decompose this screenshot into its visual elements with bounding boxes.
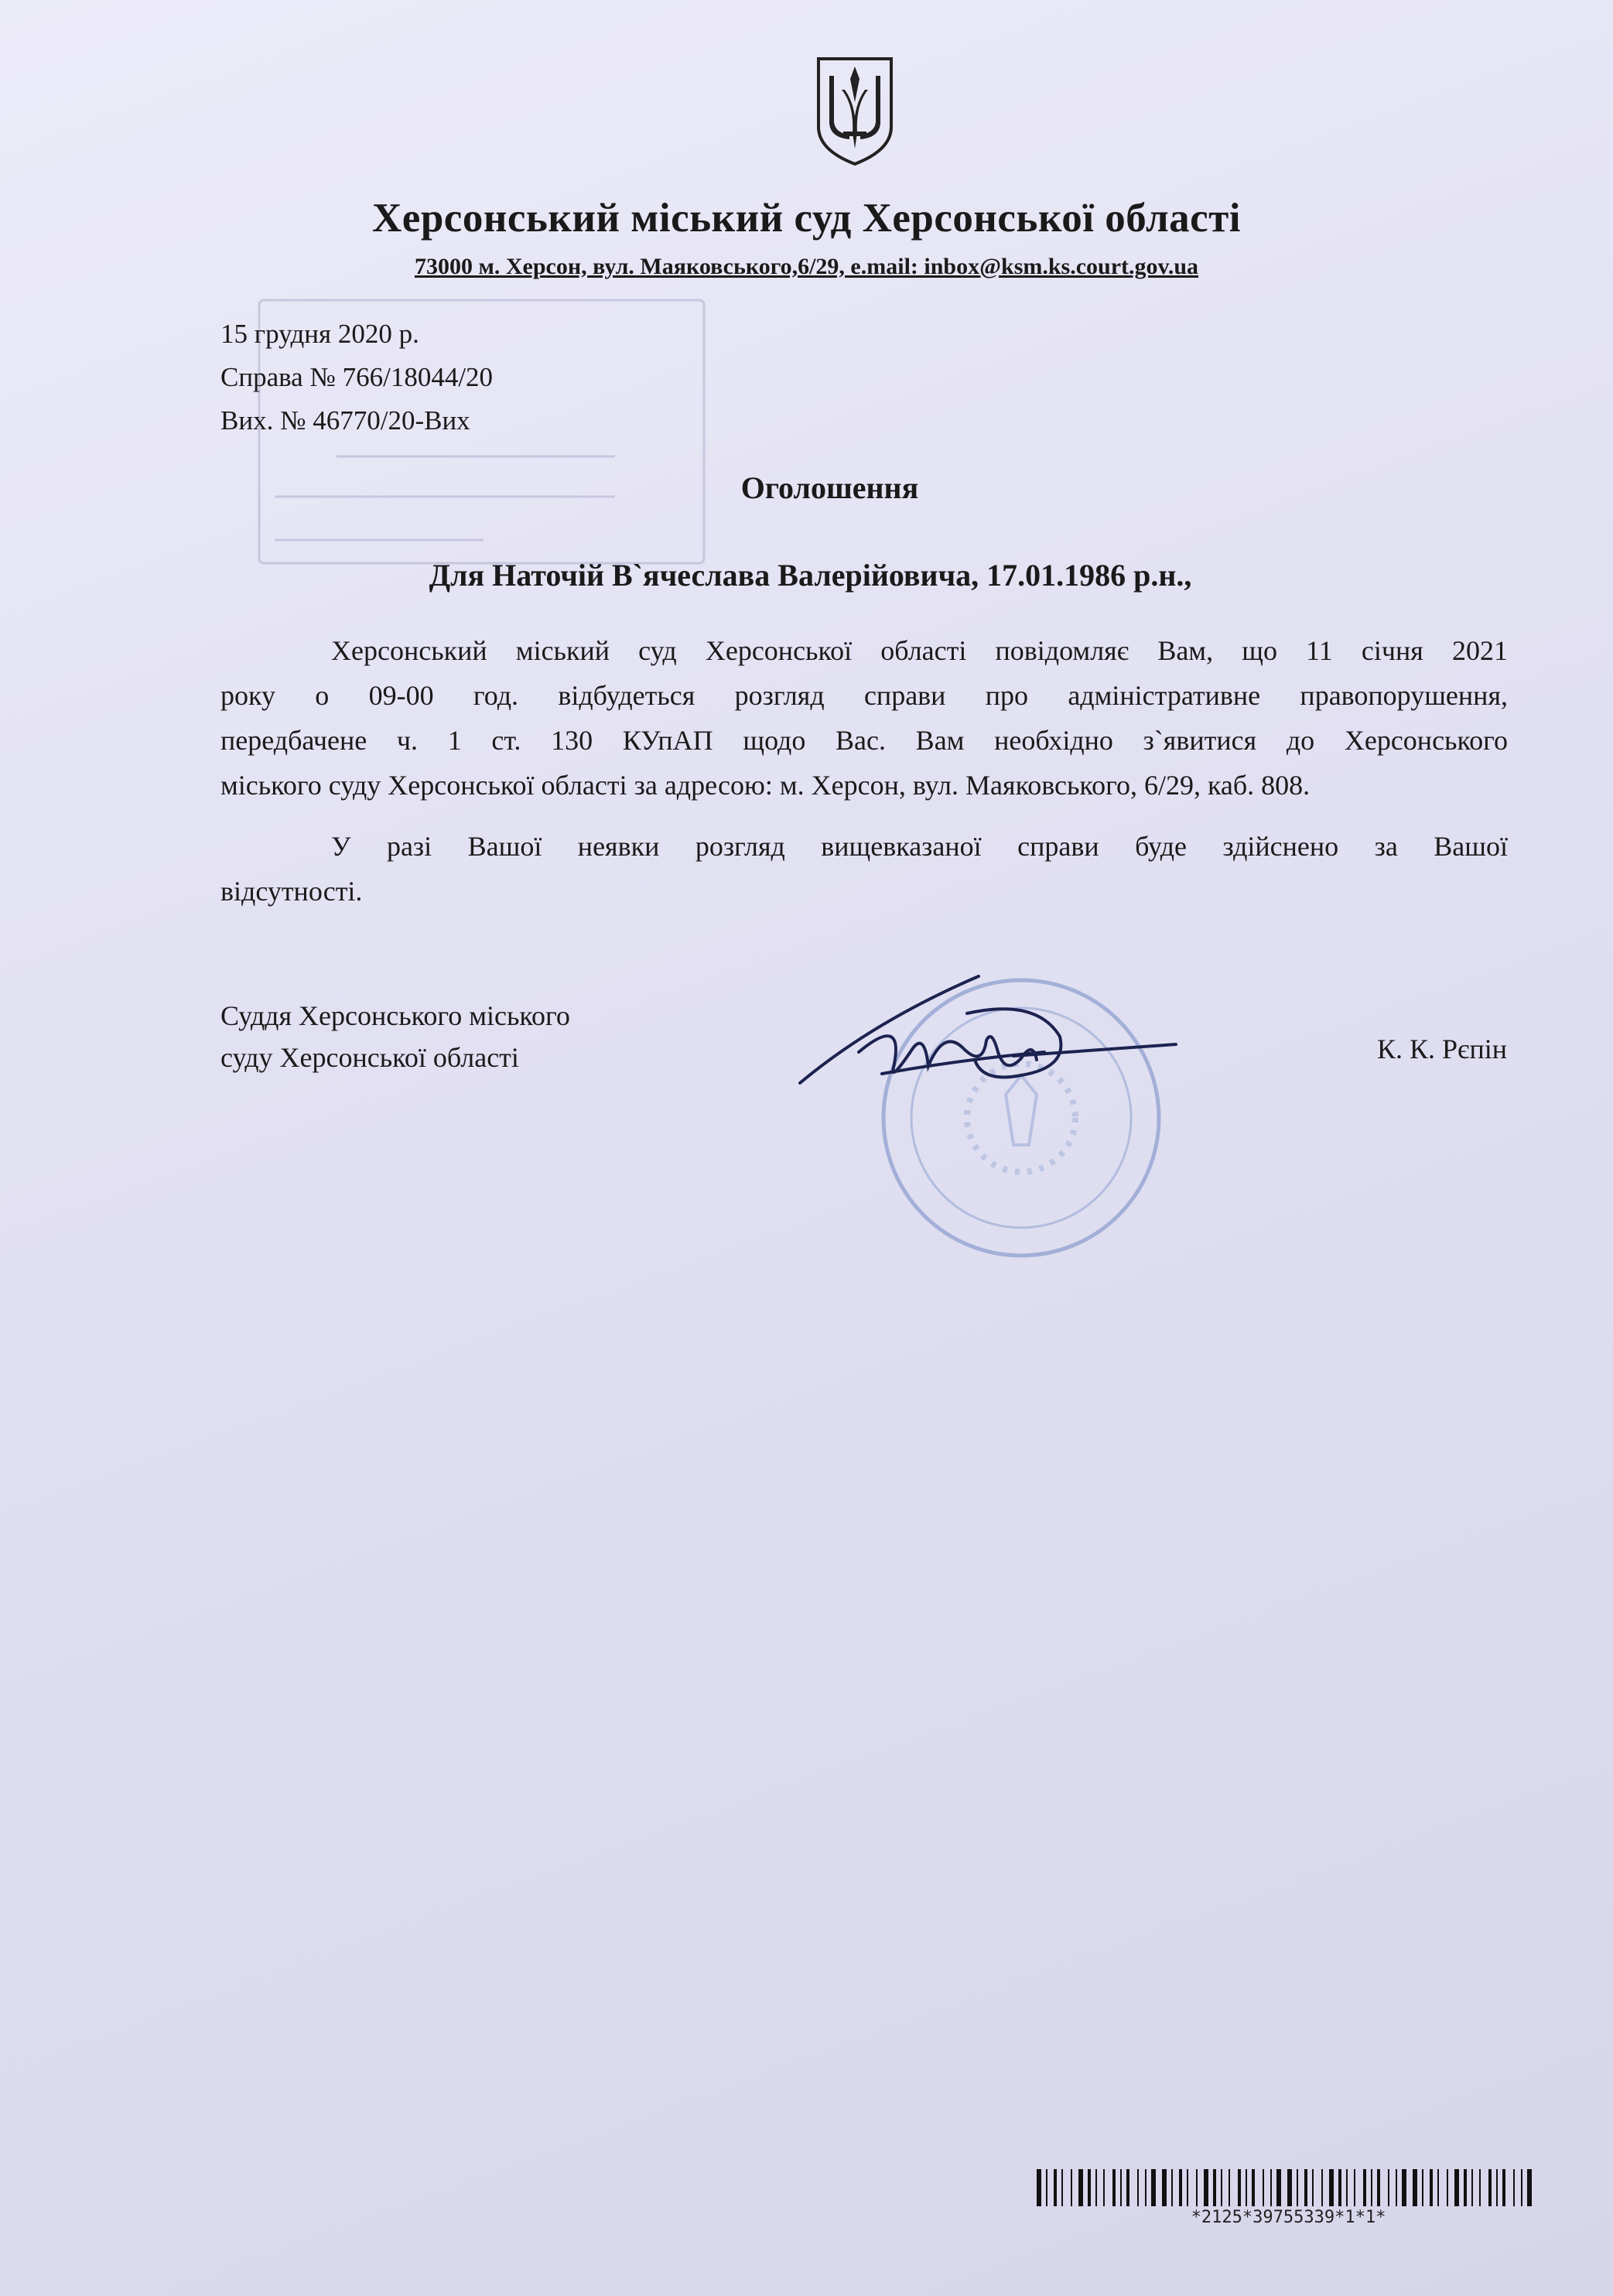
trident-emblem-icon bbox=[814, 56, 896, 167]
notice-paragraph-1 bbox=[220, 628, 1508, 808]
paragraph-line: Херсонський міський суд Херсонської області повідомляє Вам, що 11 січня 2021 bbox=[331, 635, 1508, 666]
notice-addressee: Для Наточій В`ячеслава Валерійовича, 17.01.1986 р.н., bbox=[429, 558, 1192, 593]
paragraph-line: року о 09-00 год. відбудеться розгляд справи про адміністративне правопорушення, bbox=[220, 680, 1508, 711]
document-meta bbox=[220, 313, 493, 442]
signature-and-seal bbox=[789, 967, 1191, 1292]
court-title: Херсонський міський суд Херсонської області bbox=[372, 196, 1241, 241]
notice-paragraph-2 bbox=[220, 824, 1508, 914]
notice-title: Оголошення bbox=[740, 470, 919, 505]
paragraph-line: передбачене ч. 1 ст. 130 КУпАП щодо Вас. Вам необхідно з`явитися до Херсонського bbox=[220, 725, 1508, 756]
barcode-icon bbox=[1035, 2169, 1542, 2206]
barcode-text: *2125*39755339*1*1* bbox=[1191, 2208, 1386, 2227]
judge-position-line-1: Суддя Херсонського міського bbox=[220, 1000, 570, 1031]
case-number: Справа № 766/18044/20 bbox=[220, 362, 494, 392]
court-address: 73000 м. Херсон, вул. Маяковського,6/29, e.mail: inbox@ksm.ks.court.gov.ua bbox=[414, 254, 1199, 279]
document-date: 15 грудня 2020 р. bbox=[220, 319, 419, 349]
paragraph-line: міського суду Херсонської області за адресою: м. Херсон, вул. Маяковського, 6/29, каб. 808. bbox=[220, 770, 1311, 801]
court-seal-icon bbox=[883, 980, 1159, 1256]
paragraph-line: відсутності. bbox=[220, 876, 363, 907]
judge-position bbox=[220, 995, 570, 1078]
judge-name: К. К. Рєпін bbox=[1376, 1034, 1507, 1064]
judge-position-line-2: суду Херсонської області bbox=[220, 1042, 519, 1073]
paragraph-line: У разі Вашої неявки розгляд вищевказаної справи буде здійснено за Вашої bbox=[331, 831, 1508, 862]
outgoing-number: Вих. № 46770/20-Вих bbox=[220, 405, 470, 436]
